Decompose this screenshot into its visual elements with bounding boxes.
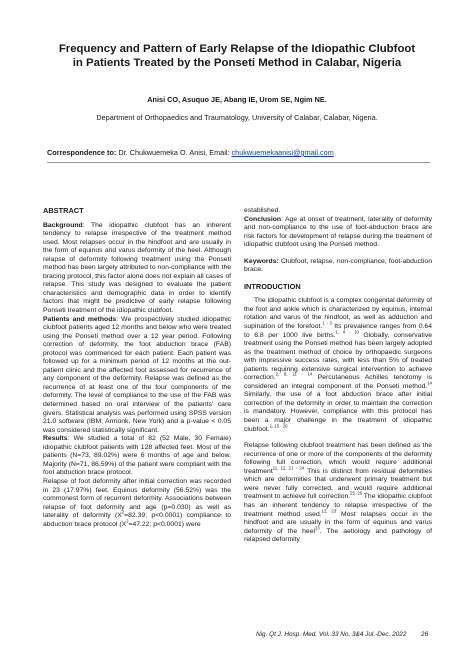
results-continuation: established. — [244, 207, 281, 214]
citation-sup: 1, 4 - 10 — [335, 329, 359, 335]
title-line-2: in Patients Treated by the Ponseti Method in Calabar, Nigeria — [72, 57, 402, 69]
conclusion-label: Conclusion — [244, 215, 282, 223]
conclusion-text: : Age at onset of treatment, laterality of deformity and non-compliance to the use of foot-abduction brace are risk factors for development of relapse during the treatment of idiopathic clubfoot using the Ponseti method. — [244, 215, 432, 249]
citation-sup: 23 — [315, 525, 320, 531]
intro-p2-d: Most relapses occur in the hindfoot and are usually in the form of equinus and varus deformity of the heel — [244, 510, 432, 535]
journal-footer: Nig. Qt J. Hosp. Med. Vol. 33 No. 3&4 Jul.-Dec. 2022 — [256, 631, 407, 638]
results-text-2: Relapse of foot deformity after initial correction was recorded in 23 (17.97%) feet. Equinus deformity (56.52%) was the commonest form of recurrent deformity. Associations between relapse of foot deformity and age (p=0.030) as well as laterality of deformity (X — [43, 477, 231, 520]
intro-p1-b: Its prevalence ranges from 0.64 to 6.8 per 1000 live births. — [244, 323, 432, 339]
citation-sup: 1 - 3 — [322, 320, 332, 326]
left-column — [43, 207, 231, 529]
intro-p1-c: Globally, conservative treatment using the Ponseti method has been largely adopted as the treatment method of choice by orthopaedic surgeons with impressive success rates, with less than 5% of treated patients requiring extensive surgical intervention to achieve correction. — [244, 331, 432, 382]
author-list: Anisi CO, Asuquo JE, Abang IE, Urom SE, Ngim NE. — [147, 95, 327, 104]
abstract-conclusion — [244, 216, 432, 250]
citation-sup: 25, 26 — [350, 491, 362, 497]
intro-p1-a: The idiopathic clubfoot is a complex congenital deformity of the foot and ankle which is characterized by equinus, internal rotation and varus of the hindfoot, as well as adduction and supination of the forefoot. — [244, 297, 432, 331]
citation-sup: 11, 12, 21 - 24 — [272, 465, 305, 471]
results-chi-1: =82.39; p<0.0001) compliance to abduction brace protocol (X — [43, 512, 231, 528]
correspondence-text: Dr. Chukwuemeka O. Anisi, Email: — [116, 148, 232, 157]
keywords — [244, 258, 432, 275]
abstract-background — [43, 222, 231, 316]
header-divider — [47, 162, 430, 163]
intro-paragraph-1 — [244, 297, 432, 434]
page-number: 26 — [421, 631, 429, 638]
background-text: : The idiopathic clubfoot has an inherent tendency to relapse irrespective of the treatment method used. Most relapses occur in the hindfoot and are usually in the form of equinus and varus deformity of the heel. Although relapse of deformity following treatment using the Ponseti method has been largely attributed to non-compliance with the bracing protocol, this factor alone does not explain all cases of relapse. This study was designed to evaluate the patient characteristics and demographic data in order to identify factors that might be predictive of early relapse following Ponseti treatment of the idiopathic clubfoot. — [43, 221, 231, 315]
methods-label: Patients and methods — [43, 315, 117, 323]
results-label: Results — [43, 435, 68, 443]
intro-p1-d: Percutaneous Achilles tenotomy is considered an integral component of the Ponseti method. — [244, 374, 432, 390]
keywords-label: Keywords: — [244, 257, 279, 265]
title-line-1: Frequency and Pattern of Early Relapse of the Idiopathic Clubfoot — [58, 43, 416, 55]
intro-p2-a: Relapse following clubfoot treatment has been defined as the recurrence of one or more of the components of the deformity following full correction, which would require additional treatment — [244, 442, 432, 475]
correspondence — [47, 148, 447, 157]
keywords-text: Clubfoot, relapse, non-compliance, foot-abduction brace. — [244, 257, 432, 274]
intro-paragraph-2 — [244, 442, 432, 545]
chi-square-sup-1: 2 — [121, 509, 125, 515]
results-text: : We studied a total of 82 (52 Male, 30 Female) idiopathic clubfoot patients with 128 affected feet. Most of the patients (N=73, 89.02%) were 6 months of age and below. Majority (N=71, 86.59%) of the patient were compliant with the foot abduction brace protocol. — [43, 435, 231, 477]
abstract-results-continued — [43, 478, 231, 529]
affiliation: Department of Orthopaedics and Traumatology, University of Calabar, Calabar, Nigeria. — [96, 113, 378, 122]
chi-square-sup-2: 2 — [126, 518, 129, 524]
correspondence-email-link[interactable]: chukwuemekaanisi@gmail.com — [231, 148, 334, 157]
paper-title — [30, 42, 444, 70]
abstract-heading: ABSTRACT — [43, 206, 84, 215]
intro-p1-e: Similarly, the use of a foot abduction brace after initial correction of the deformity in order to maintain the correction is mandatory. However, compliance with this protocol has been a major challenge in the treatment of idiopathic clubfoot. — [244, 391, 432, 433]
correspondence-label: Correspondence to: — [47, 148, 117, 157]
right-column — [244, 207, 432, 545]
background-label: Background — [43, 221, 83, 229]
methods-text: : We prospectively studied idiopathic clubfoot patients aged 12 months and below who were treated using the Ponseti method over a 12 year period. Following correction of deformity, the foot abduction brace (FAB) protocol was commenced for each patient. Each patient was followed up for a minimum period of 12 months at the out-patient clinic and the affected foot assessed for recurrence of any component of the deformity. Relapse was defined as the recurrence of at least one of the four components of the deformity. The level of compliance to the use of the FAB was determined based on oral interview of the patients' care givers. Statistical analysis was performed using SPSS version 21.0 software (IBM; Armonk, New York) and a p-value < 0.05 was considered statistically significant. — [43, 315, 231, 434]
citation-sup: 14 — [427, 380, 432, 386]
results-chi-2: =47.22; p<0.0001) were — [128, 520, 201, 528]
intro-p2-b: This is distinct from residual deformities which are deformities that underwent primary treatment but were never fully corrected, and would require additional treatment to achieve full correction. — [244, 467, 433, 501]
intro-p2-c: The idiopathic clubfoot has an inherent tendency to relapse irrespective of the treatment method used. — [244, 493, 432, 518]
citation-sup: 12, 23 — [321, 508, 337, 514]
citation-sup: 2, 8, 11 - 14 — [275, 372, 313, 378]
introduction-heading: INTRODUCTION — [244, 281, 301, 291]
abstract-results — [43, 435, 231, 478]
intro-p2-e: . The aetiology and pathology of relapsed deformity — [244, 527, 432, 544]
abstract-methods — [43, 316, 231, 436]
citation-sup: 1, 15 - 20 — [269, 423, 288, 429]
